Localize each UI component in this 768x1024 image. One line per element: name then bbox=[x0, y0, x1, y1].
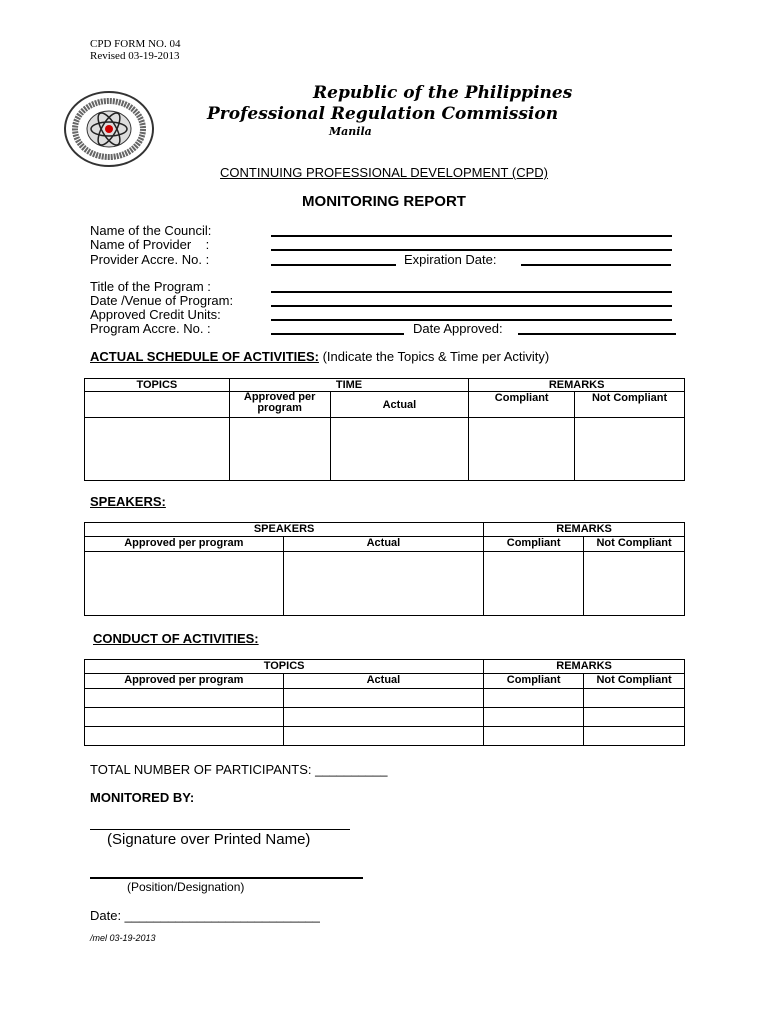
schedule-time-header: TIME bbox=[229, 379, 469, 392]
speakers-approved-header: Approved per program bbox=[85, 537, 284, 552]
cpd-title: CONTINUING PROFESSIONAL DEVELOPMENT (CPD) bbox=[220, 165, 548, 180]
signature-label: (Signature over Printed Name) bbox=[107, 831, 311, 848]
program-accre-label: Program Accre. No. : bbox=[90, 321, 211, 336]
speakers-not-compliant-cell[interactable] bbox=[584, 552, 685, 616]
speakers-actual-header: Actual bbox=[283, 537, 484, 552]
schedule-not-compliant-cell[interactable] bbox=[575, 418, 685, 481]
conduct-row-cell[interactable] bbox=[484, 689, 584, 708]
speakers-compliant-header: Compliant bbox=[484, 537, 584, 552]
signature-line[interactable] bbox=[90, 829, 350, 830]
conduct-not-compliant-header: Not Compliant bbox=[584, 674, 685, 689]
speakers-compliant-cell[interactable] bbox=[484, 552, 584, 616]
conduct-row-cell[interactable] bbox=[584, 689, 685, 708]
council-label: Name of the Council: bbox=[90, 223, 212, 238]
provider-field[interactable] bbox=[271, 249, 672, 251]
header-republic: Republic of the Philippines bbox=[313, 83, 573, 103]
monitored-by-label: MONITORED BY: bbox=[90, 790, 195, 805]
date-approved-label: Date Approved: bbox=[413, 321, 503, 336]
schedule-approved-header: Approved per program bbox=[229, 392, 330, 418]
schedule-remarks-header: REMARKS bbox=[469, 379, 685, 392]
conduct-compliant-header: Compliant bbox=[484, 674, 584, 689]
schedule-actual-cell[interactable] bbox=[330, 418, 469, 481]
provider-label: Name of Provider : bbox=[90, 237, 210, 252]
conduct-row-cell[interactable] bbox=[283, 727, 484, 746]
schedule-topics-header: TOPICS bbox=[85, 379, 230, 392]
conduct-remarks-header: REMARKS bbox=[484, 660, 685, 674]
conduct-row-cell[interactable] bbox=[584, 727, 685, 746]
accre-field[interactable] bbox=[271, 264, 396, 266]
conduct-actual-header: Actual bbox=[283, 674, 484, 689]
conduct-row-cell[interactable] bbox=[85, 689, 284, 708]
conduct-row-cell[interactable] bbox=[283, 689, 484, 708]
venue-field[interactable] bbox=[271, 305, 672, 307]
speakers-table bbox=[84, 522, 685, 616]
schedule-approved-cell[interactable] bbox=[229, 418, 330, 481]
council-field[interactable] bbox=[271, 235, 672, 237]
report-title: MONITORING REPORT bbox=[302, 193, 466, 210]
speakers-heading: SPEAKERS: bbox=[90, 494, 166, 509]
conduct-table bbox=[84, 659, 685, 746]
conduct-row-cell[interactable] bbox=[484, 708, 584, 727]
revised-date: Revised 03-19-2013 bbox=[90, 50, 180, 62]
schedule-note: (Indicate the Topics & Time per Activity) bbox=[318, 349, 550, 364]
schedule-heading-text: ACTUAL SCHEDULE OF ACTIVITIES: bbox=[90, 349, 319, 364]
header-commission: Professional Regulation Commission bbox=[207, 104, 559, 124]
form-number-text: CPD FORM NO. 04 bbox=[90, 38, 181, 50]
expiration-field[interactable] bbox=[521, 264, 671, 266]
schedule-actual-header: Actual bbox=[330, 392, 469, 418]
conduct-heading: CONDUCT OF ACTIVITIES: bbox=[93, 631, 259, 646]
schedule-compliant-cell[interactable] bbox=[469, 418, 575, 481]
mel-note: /mel 03-19-2013 bbox=[90, 933, 156, 943]
conduct-col-header: TOPICS bbox=[85, 660, 484, 674]
schedule-table bbox=[84, 378, 685, 481]
conduct-row-cell[interactable] bbox=[283, 708, 484, 727]
credits-label: Approved Credit Units: bbox=[90, 307, 221, 322]
program-accre-field[interactable] bbox=[271, 333, 404, 335]
venue-label: Date /Venue of Program: bbox=[90, 293, 234, 308]
position-label: (Position/Designation) bbox=[127, 880, 245, 894]
program-title-field[interactable] bbox=[271, 291, 672, 293]
position-line[interactable] bbox=[90, 877, 363, 879]
schedule-topics-sub bbox=[85, 392, 230, 418]
conduct-row-cell[interactable] bbox=[85, 708, 284, 727]
prc-seal-icon bbox=[64, 91, 154, 167]
speakers-remarks-header: REMARKS bbox=[484, 523, 685, 537]
header-manila: Manila bbox=[329, 125, 372, 138]
participants-field[interactable]: TOTAL NUMBER OF PARTICIPANTS: __________ bbox=[90, 762, 388, 777]
speakers-not-compliant-header: Not Compliant bbox=[584, 537, 685, 552]
date-approved-field[interactable] bbox=[518, 333, 676, 335]
speakers-actual-cell[interactable] bbox=[283, 552, 484, 616]
speakers-col-header: SPEAKERS bbox=[85, 523, 484, 537]
conduct-row-cell[interactable] bbox=[85, 727, 284, 746]
schedule-compliant-header: Compliant bbox=[469, 392, 575, 418]
schedule-not-compliant-header: Not Compliant bbox=[575, 392, 685, 418]
accre-label: Provider Accre. No. : bbox=[90, 252, 210, 267]
form-number bbox=[90, 38, 180, 62]
conduct-row-cell[interactable] bbox=[584, 708, 685, 727]
expiration-label: Expiration Date: bbox=[404, 252, 497, 267]
schedule-topics-cell[interactable] bbox=[85, 418, 230, 481]
date-field[interactable]: Date: ___________________________ bbox=[90, 908, 320, 923]
schedule-heading bbox=[90, 349, 549, 364]
conduct-approved-header: Approved per program bbox=[85, 674, 284, 689]
conduct-row-cell[interactable] bbox=[484, 727, 584, 746]
program-title-label: Title of the Program : bbox=[90, 279, 211, 294]
speakers-approved-cell[interactable] bbox=[85, 552, 284, 616]
